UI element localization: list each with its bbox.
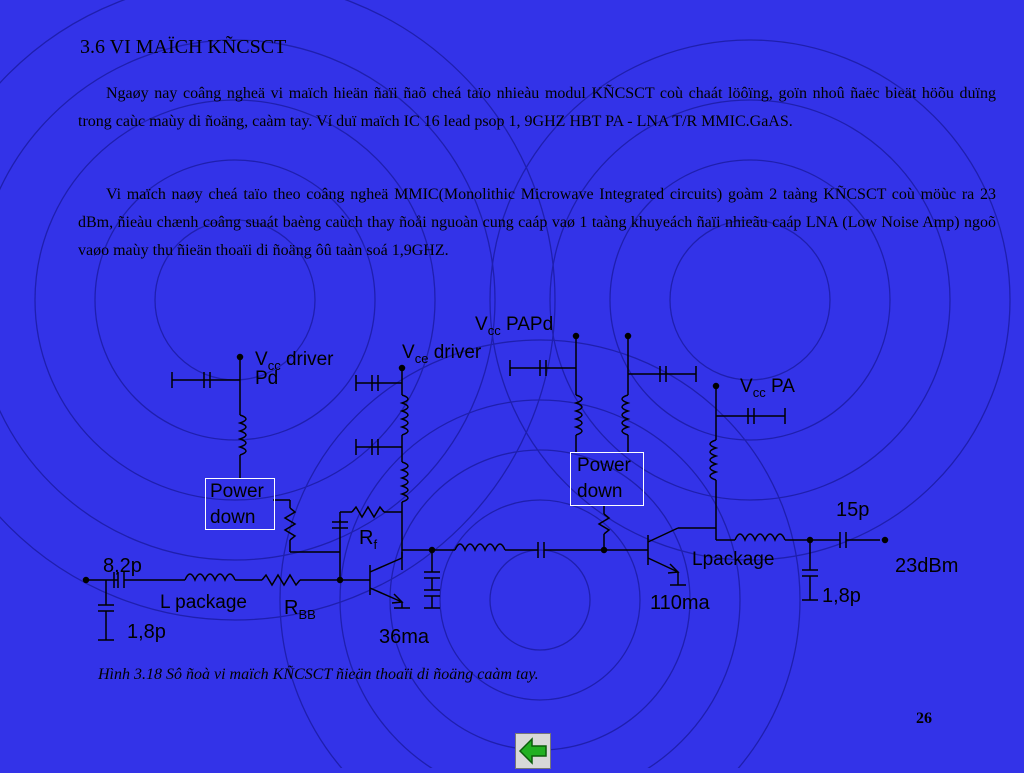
power-down-label-1: Power down [210, 481, 264, 528]
green-left-arrow-icon [516, 734, 550, 768]
paragraph-2: Vi maïch naøy cheá taïo theo coâng ngheä MMIC(Monolithic Microwave Integrated circuits) goàm 2 taàng KÑCSCT coù möùc ra 23 dBm, ñieàu chænh coâng suaát baèng caùch thay ñoåi nguoàn cung caáp vaø 1 taàng khuyeách ñaïi nhieãu caáp LNA (Low Noise Amp) ngoõ vaøo maùy thu ñieän thoaïi di ñoäng ôû taàn soá 1,9GHZ. [78, 186, 996, 259]
label-rbb: $R_{BB}$ [284, 597, 316, 622]
page-number: 26 [916, 710, 932, 727]
label-rf: $R_f$ [359, 527, 378, 552]
label-vcc-driver-pd: $V_{cc}$ driver Pd [255, 349, 334, 389]
label-c-out-shunt: 1,8p [822, 585, 861, 607]
label-l-package-in: L package [160, 592, 247, 613]
power-down-label-2: Power down [577, 455, 631, 502]
label-l-package-out: Lpackage [692, 549, 775, 570]
label-output-power: 23dBm [895, 555, 959, 577]
label-current-driver: 36ma [379, 626, 430, 648]
vcc-papd-branch [510, 334, 696, 453]
label-vcc-papd: $V_{cc}$ PAPd [475, 314, 554, 338]
paragraph-1: Ngaøy nay coâng ngheä vi maïch hieän ñaïi ñaõ cheá taïo nhieàu modul KÑCSCT coù chaát löôïng, goïn nhoû ñaëc bieät höõu duïng trong caùc maùy di ñoäng, caàm tay. Ví duï maïch IC 16 lead psop 1, 9GHZ HBT PA - LNA T/R MMIC.GaAS. [78, 85, 996, 130]
slide-title: 3.6 VI MAÏCH KÑCSCT [80, 36, 287, 58]
label-c-in: 8,2p [103, 555, 142, 577]
vcc-driver-pd-branch [172, 355, 246, 479]
label-vcc-pa: $V_{cc}$ PA [740, 376, 795, 400]
label-vce-driver: $V_{ce}$ driver [402, 342, 482, 366]
label-current-pa: 110ma [650, 592, 710, 614]
figure-caption: Hình 3.18 Sô ñoà vi maïch KÑCSCT ñieän thoaïi di ñoäng caàm tay. [98, 666, 539, 683]
back-nav-button[interactable] [515, 733, 551, 769]
label-c-in-shunt: 1,8p [127, 621, 166, 643]
power-down-1-wiring [273, 500, 340, 552]
label-c-out-series: 15p [836, 499, 870, 521]
